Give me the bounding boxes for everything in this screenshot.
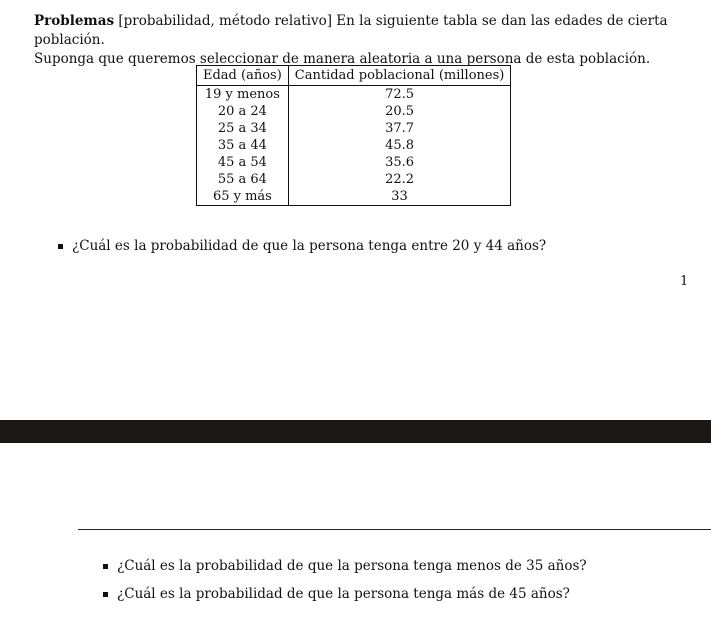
population-cell: 33: [288, 188, 511, 206]
age-cell: 65 y más: [197, 188, 289, 206]
table-row: [197, 171, 511, 188]
horizontal-rule: [78, 529, 711, 530]
table-row: [197, 86, 511, 104]
question-text: ¿Cuál es la probabilidad de que la persona tenga entre 20 y 44 años?: [72, 238, 547, 254]
column-header-population: Cantidad poblacional (millones): [288, 66, 511, 86]
question-item-3: [103, 585, 570, 603]
age-cell: 20 a 24: [197, 103, 289, 120]
problem-statement: [34, 12, 699, 69]
table-header-row: [197, 66, 511, 86]
age-cell: 25 a 34: [197, 120, 289, 137]
age-cell: 19 y menos: [197, 86, 289, 104]
age-cell: 55 a 64: [197, 171, 289, 188]
population-cell: 37.7: [288, 120, 511, 137]
population-cell: 22.2: [288, 171, 511, 188]
question-item-1: [58, 237, 546, 255]
bullet-icon: [103, 564, 108, 569]
bullet-icon: [58, 244, 63, 249]
table-row: [197, 188, 511, 206]
problem-heading: Problemas: [34, 13, 115, 29]
problem-text-line2: Suponga que queremos seleccionar de manera aleatoria a una persona de esta población.: [34, 51, 651, 67]
table-row: [197, 137, 511, 154]
population-cell: 72.5: [288, 86, 511, 104]
table-row: [197, 103, 511, 120]
question-item-2: [103, 557, 587, 575]
age-population-table: [196, 65, 511, 206]
age-cell: 35 a 44: [197, 137, 289, 154]
problem-text-line1: [probabilidad, método relativo] En la siguiente tabla se dan las edades de cierta población.: [34, 13, 668, 48]
question-text: ¿Cuál es la probabilidad de que la persona tenga menos de 35 años?: [117, 558, 587, 574]
column-header-age: Edad (años): [197, 66, 289, 86]
population-cell: 45.8: [288, 137, 511, 154]
page-divider-bar: [0, 420, 711, 443]
bullet-icon: [103, 592, 108, 597]
population-cell: 35.6: [288, 154, 511, 171]
age-cell: 45 a 54: [197, 154, 289, 171]
table-row: [197, 154, 511, 171]
page-number: 1: [680, 274, 689, 289]
population-cell: 20.5: [288, 103, 511, 120]
question-text: ¿Cuál es la probabilidad de que la persona tenga más de 45 años?: [117, 586, 570, 602]
table-row: [197, 120, 511, 137]
